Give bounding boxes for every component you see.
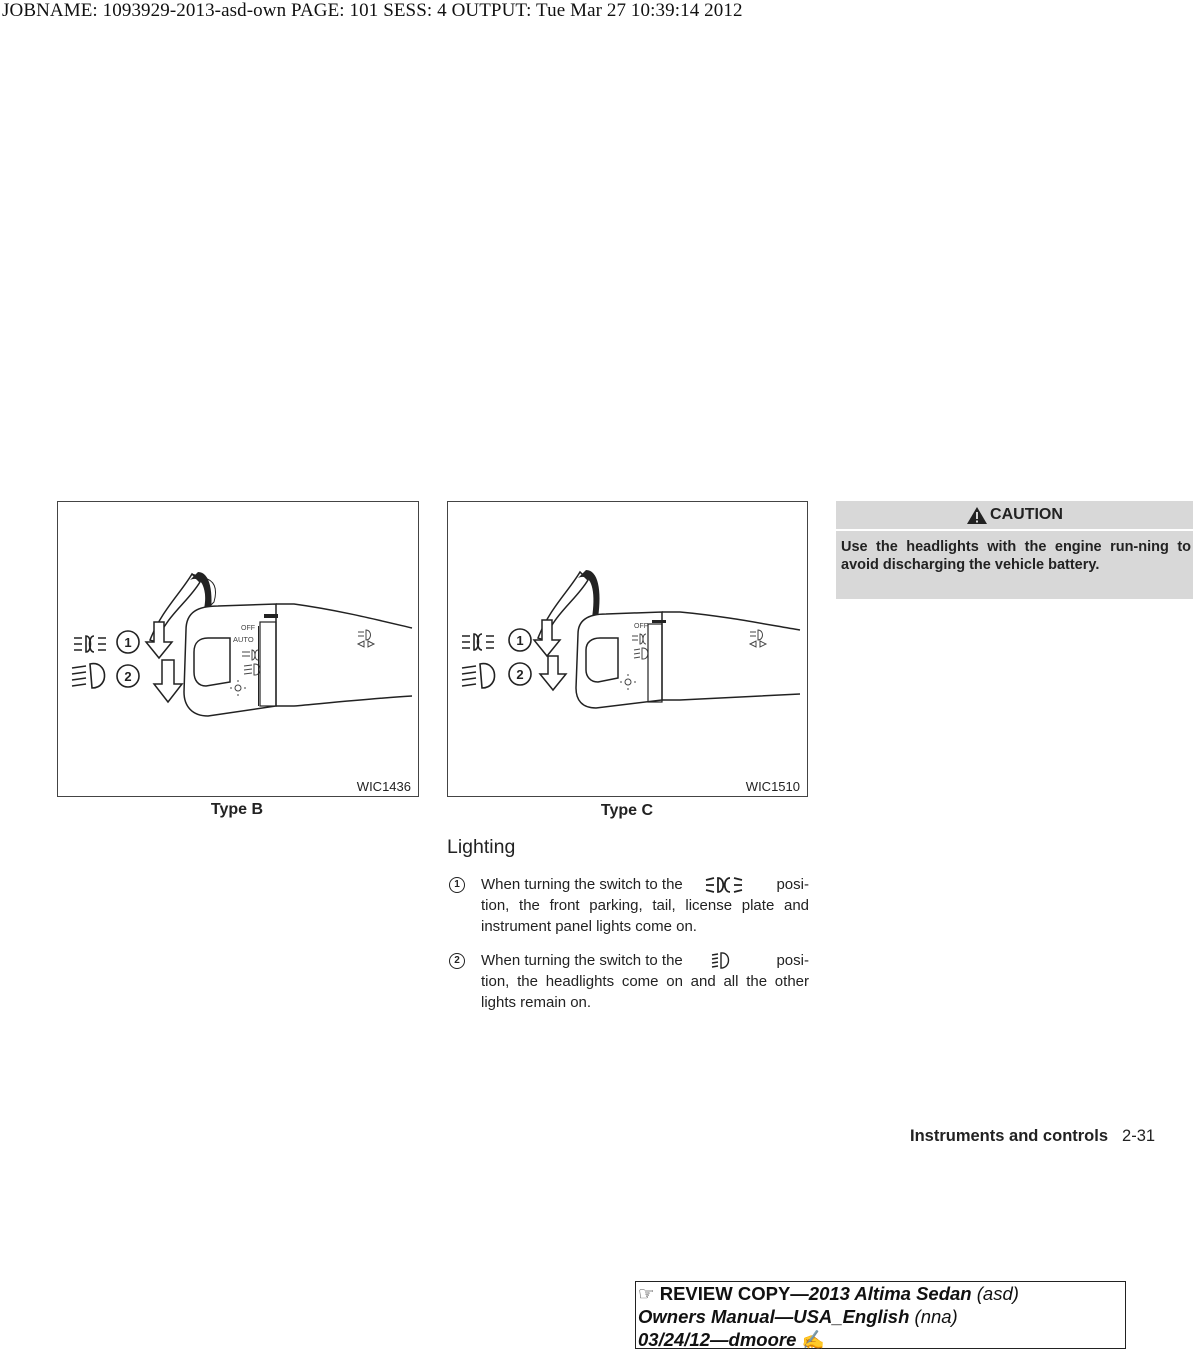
item-text-after: posi- — [776, 876, 809, 893]
footer-section-name: Instruments and controls — [910, 1127, 1109, 1145]
parking-lights-icon — [462, 634, 494, 650]
page-number: 2-31 — [1122, 1127, 1156, 1145]
pointing-hand-icon: ☞ — [638, 1283, 655, 1304]
review-manual: Owners Manual—USA_English — [638, 1306, 910, 1327]
item-number: 1 — [449, 877, 465, 893]
figure-code: WIC1510 — [745, 779, 800, 794]
headlight-icon — [704, 951, 756, 971]
list-item — [447, 950, 809, 1013]
writing-hand-icon: ✍ — [801, 1329, 825, 1350]
page-footer — [910, 1127, 1155, 1146]
figure-type-c — [447, 501, 808, 797]
light-switch-illustration-b — [58, 502, 418, 796]
review-date-author: 03/24/12—dmoore — [638, 1329, 797, 1350]
switch-label-off: OFF — [634, 623, 648, 630]
review-vehicle: 2013 Altima Sedan — [808, 1283, 972, 1304]
callout-2: 2 — [124, 669, 132, 684]
caution-title: CAUTION — [990, 506, 1063, 523]
figure-type-b — [57, 501, 419, 797]
item-text-before: When turning the switch to the — [481, 876, 683, 893]
review-label: REVIEW COPY— — [659, 1283, 809, 1304]
item-text-rest: tion, the front parking, tail, license plate and instrument panel lights come on. — [481, 897, 809, 935]
light-switch-illustration-c — [448, 502, 807, 796]
item-text-before: When turning the switch to the — [481, 952, 683, 969]
list-item — [447, 874, 809, 937]
callout-1: 1 — [124, 635, 132, 650]
figure-code: WIC1436 — [356, 779, 411, 794]
review-copy-box — [635, 1281, 1126, 1349]
caution-header — [836, 501, 1193, 531]
switch-label-auto: AUTO — [233, 635, 254, 644]
item-text-rest: tion, the headlights come on and all the other lights remain on. — [481, 973, 809, 1011]
caution-box — [836, 501, 1193, 599]
callout-1: 1 — [516, 633, 524, 648]
parking-lights-icon — [704, 875, 756, 895]
item-text-after: posi- — [776, 952, 809, 969]
figure-caption: Type B — [210, 801, 264, 818]
warning-icon — [966, 506, 988, 525]
parking-lights-icon — [74, 636, 106, 652]
section-title: Lighting — [447, 836, 516, 858]
caution-text: Use the headlights with the engine run-ning to avoid discharging the vehicle battery. — [841, 539, 1191, 573]
switch-label-off: OFF — [241, 625, 255, 632]
review-manual-code: (nna) — [909, 1306, 958, 1327]
headlight-icon — [72, 664, 105, 688]
headlight-icon — [462, 664, 495, 688]
callout-2: 2 — [516, 667, 524, 682]
review-vehicle-code: (asd) — [971, 1283, 1019, 1304]
jobname-header: JOBNAME: 1093929-2013-asd-own PAGE: 101 SESS: 4 OUTPUT: Tue Mar 27 10:39:14 2012 — [2, 0, 743, 21]
item-number: 2 — [449, 953, 465, 969]
figure-caption: Type C — [600, 802, 654, 819]
